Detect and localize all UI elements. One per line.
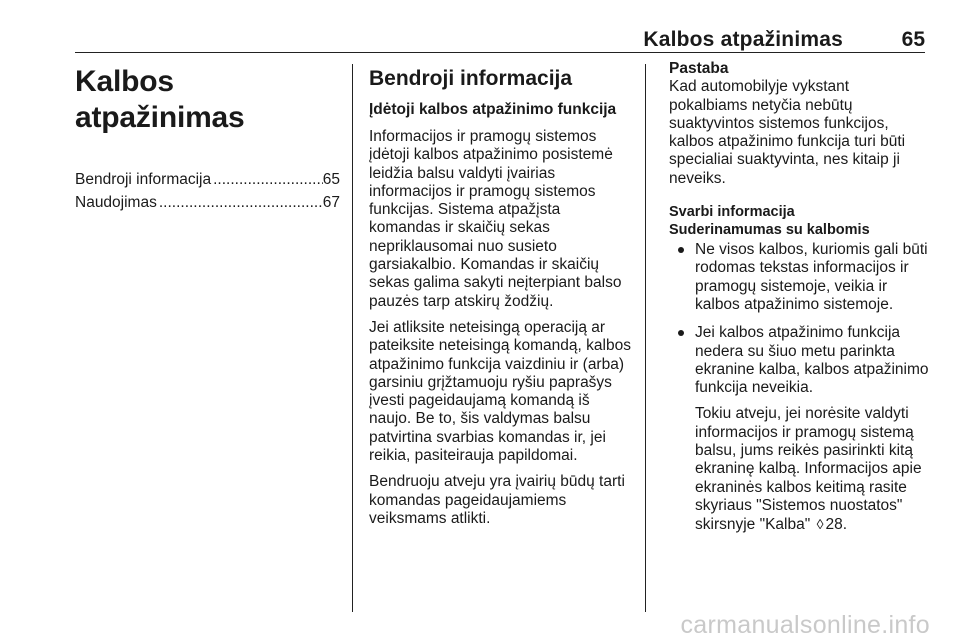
header-title: Kalbos atpažinimas: [643, 28, 843, 51]
column-divider: [352, 64, 353, 612]
toc-leader-dots: [157, 194, 323, 212]
note-text: Kad automobilyje vykstant pokalbiams netyčia nebūtų suaktyvintos sistemos funkcijos, kalbos atpažinimo funkcija turi būti specialiai suaktyvinta, nes kitaip ji neveiks.: [669, 78, 906, 187]
note-title: Pastaba: [669, 60, 729, 77]
toc-leader-dots: [211, 171, 323, 189]
list-item-extra-text: Tokiu atveju, jei norėsite valdyti informacijos ir pramogų sistemą balsu, jums reikės pasirinkti kitą ekraninę kalbą. Informacijos apie ekraninės kalbos keitimą rasite skyriaus "Sistemos nuostatos" skirsnyje "Kalba": [695, 405, 922, 534]
note-box: [669, 60, 931, 188]
toc-entry[interactable]: [75, 194, 340, 217]
toc-entry[interactable]: [75, 171, 340, 194]
list-item-text: Ne visos kalbos, kuriomis gali būti rodomas tekstas informacijos ir pramogų sistemoje, veikia ir kalbos atpažinimo sistemoje.: [695, 241, 928, 313]
toc-entry-label: Naudojimas: [75, 194, 157, 211]
subsection-title: Įdėtoji kalbos atpažinimo funkcija: [369, 101, 617, 118]
notes-column: [669, 60, 931, 545]
chapter-column: [75, 60, 340, 217]
page-number: 65: [901, 28, 925, 51]
watermark: carmanualsonline.info: [680, 611, 930, 639]
list-item-extra: [695, 405, 931, 534]
page-reference-icon: ◊: [816, 516, 824, 533]
toc-entry-label: Bendroji informacija: [75, 171, 212, 188]
body-paragraph: Jei atliksite neteisingą operaciją ar pateiksite neteisingą komandą, kalbos atpažinimo funkcija vaizdiniu ir (arba) garsiniu grįžtamuoju ryšiu paprašys įvesti pageidaujamą komandą iš naujo. Be to, šis valdymas balsu patvirtina svarbias komandas ir, jei reikia, pasiteirauja papildomai.: [369, 318, 631, 465]
toc-entry-page: 65: [322, 171, 340, 188]
toc-entry-page: 67: [322, 194, 340, 211]
section-column: [369, 60, 634, 536]
list-item: [669, 241, 931, 314]
bullet-icon: [678, 330, 684, 336]
important-heading: Svarbi informacija: [669, 204, 795, 221]
page-reference[interactable]: 28.: [825, 516, 848, 534]
bullet-icon: [678, 247, 684, 253]
body-paragraph: Bendruoju atveju yra įvairių būdų tarti komandas pageidaujamiems veiksmams atlikti.: [369, 473, 625, 527]
column-divider: [645, 64, 646, 612]
page-header: [75, 26, 925, 53]
chapter-title: Kalbos atpažinimas: [75, 65, 245, 134]
important-subheading: Suderinamumas su kalbomis: [669, 222, 870, 239]
body-paragraph: Informacijos ir pramogų sistemos įdėtoji kalbos atpažinimo posistemė leidžia balsu valdyti įvairias informacijos ir pramogų sistemos funkcijas. Sistema atpažįsta komandas ir skaičių sekas nepriklausomai nuo susieto garsiakalbio. Komandas ir skaičių sekas galima sakyti neįterpiant balso pauzės tarp atskirų žodžių.: [369, 128, 622, 310]
list-item: [669, 324, 931, 534]
list-item-text: Jei kalbos atpažinimo funkcija nedera su šiuo metu parinkta ekranine kalba, kalbos atpažinimo funkcija neveikia.: [695, 324, 929, 397]
section-title: Bendroji informacija: [369, 67, 573, 90]
